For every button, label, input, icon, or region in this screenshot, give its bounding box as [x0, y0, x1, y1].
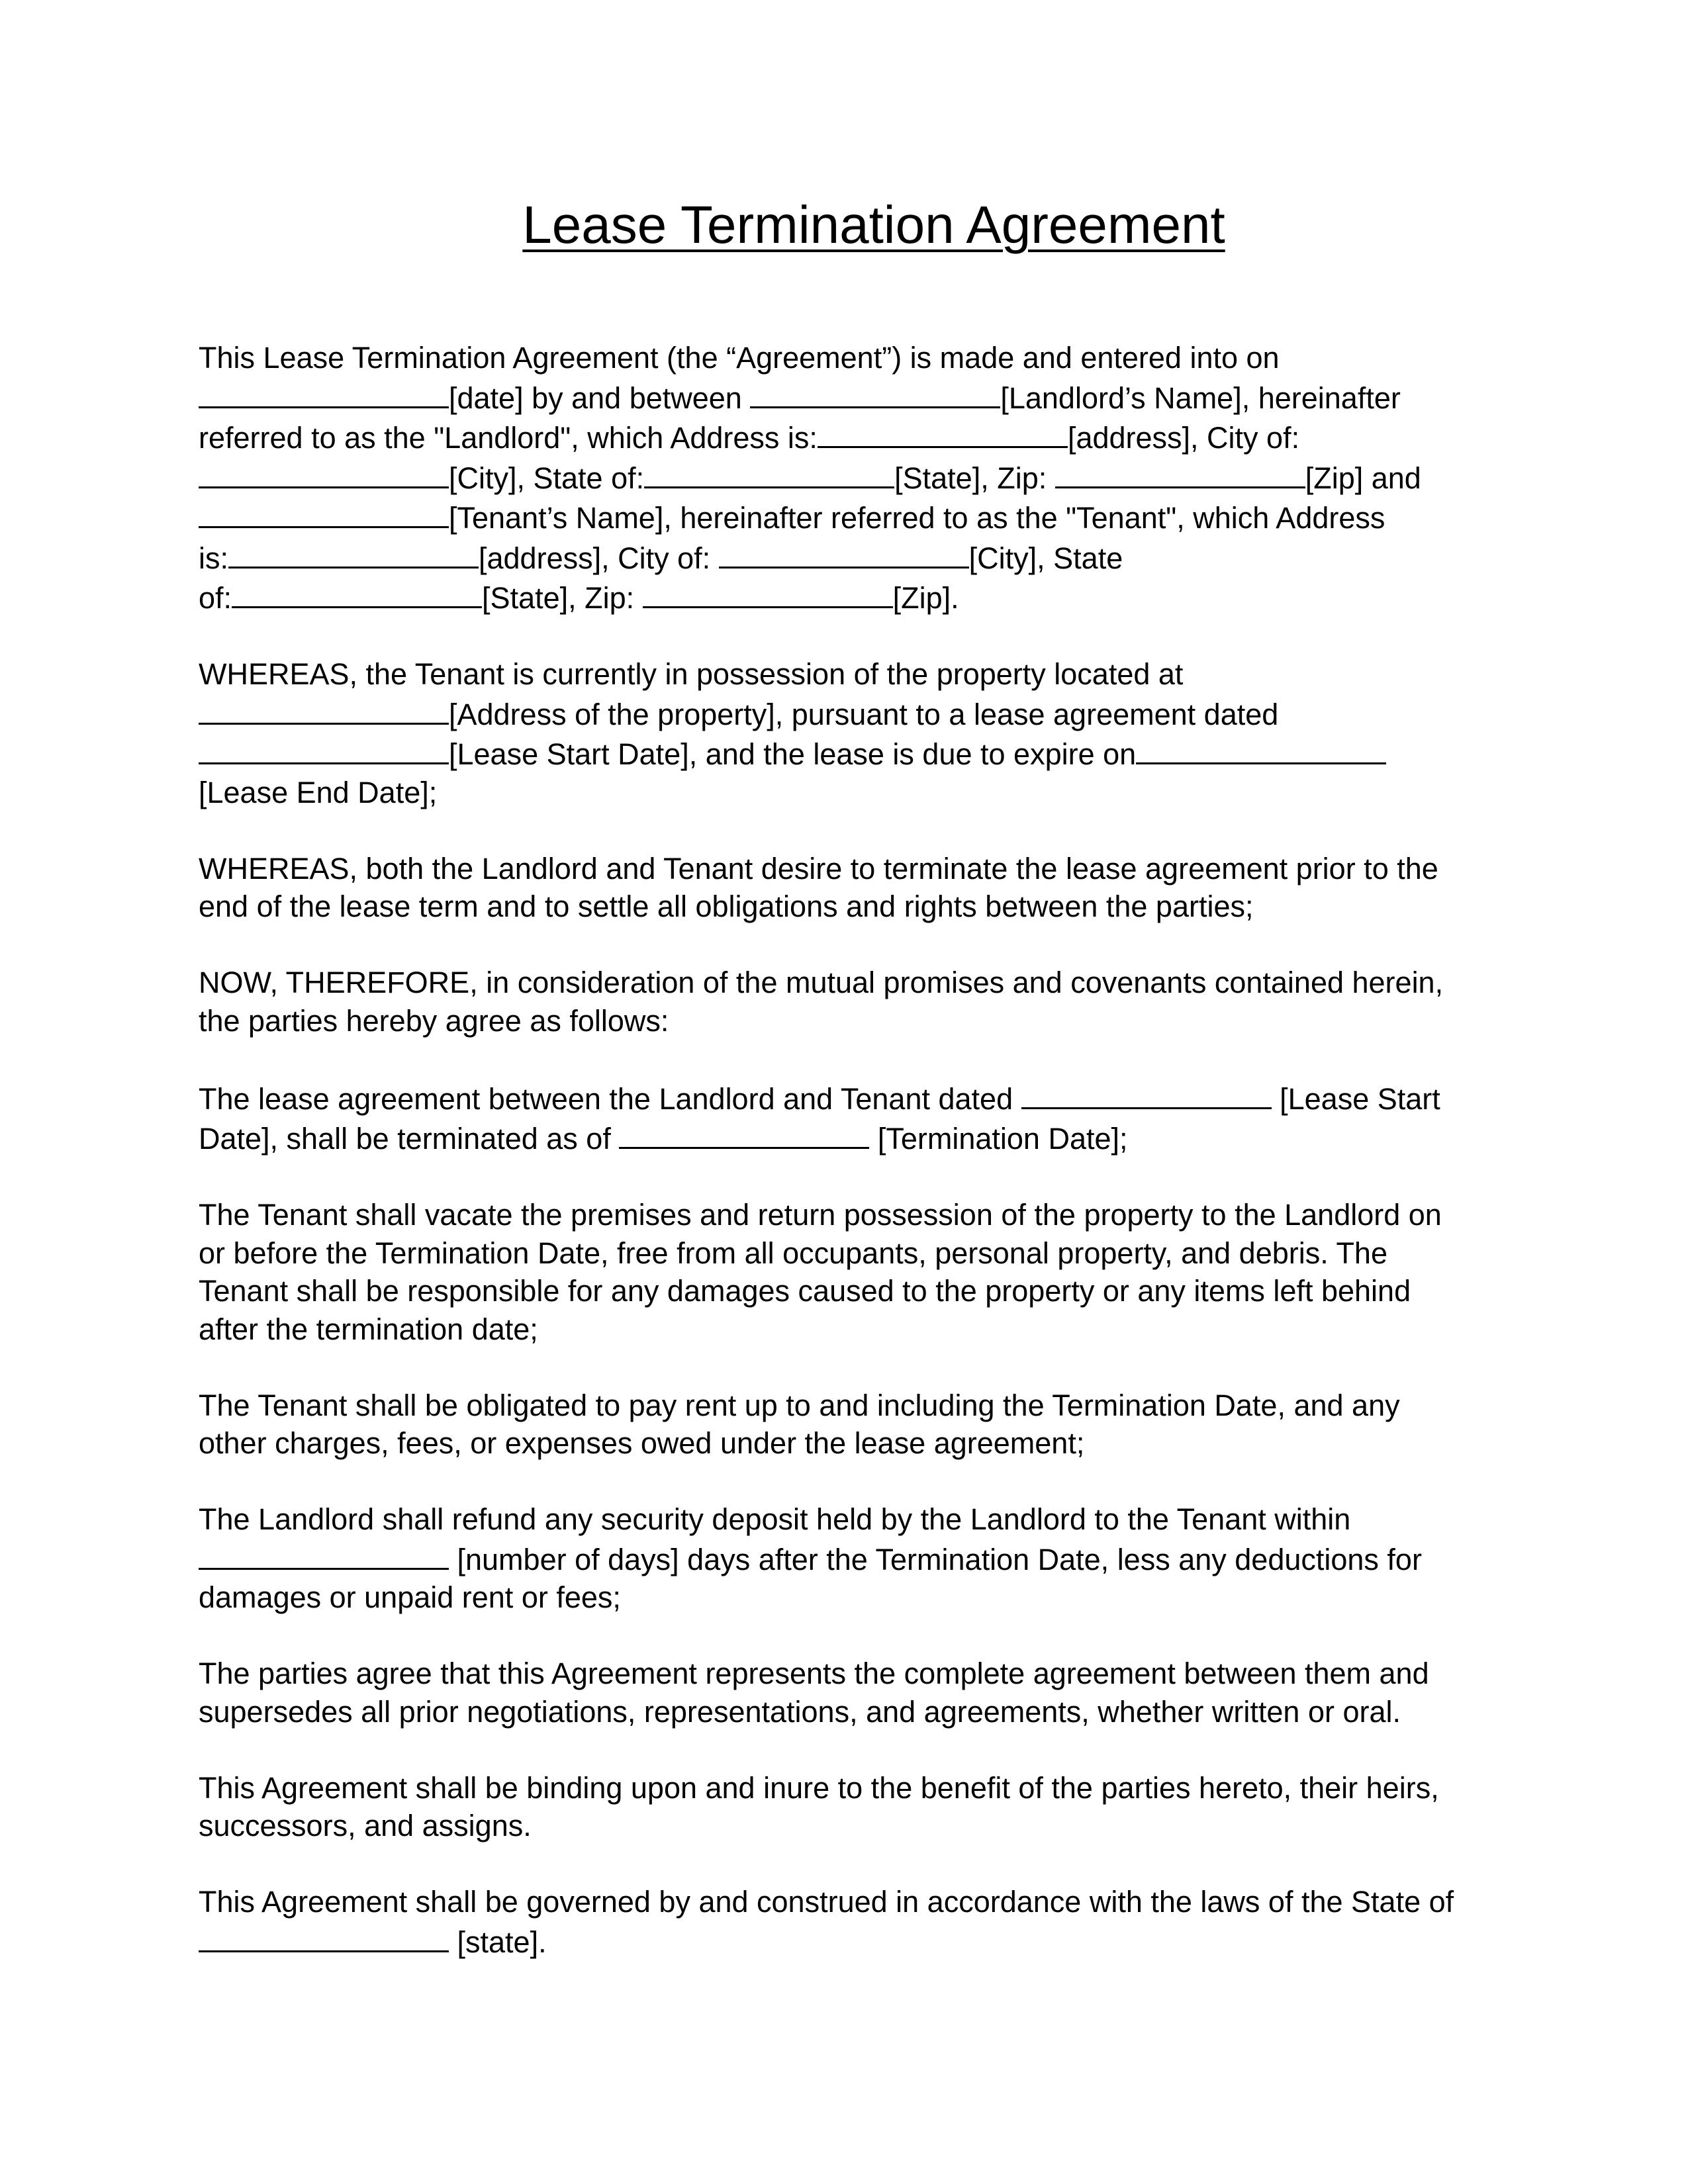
text-line — [199, 457, 1496, 498]
text-segment: [date] by and between — [449, 381, 751, 415]
text-segment: supersedes all prior negotiations, representations, and agreements, whether written or oral. — [199, 1694, 1401, 1729]
text-segment: of: — [199, 581, 232, 615]
text-segment: [Lease End Date]; — [199, 775, 438, 809]
text-segment: [Address of the property], pursuant to a lease agreement dated — [449, 697, 1279, 731]
fill-in-blank[interactable] — [719, 537, 969, 569]
document-body — [199, 339, 1496, 1961]
text-line — [199, 850, 1496, 888]
text-segment: This Agreement shall be governed by and construed in accordance with the laws of the State of — [199, 1885, 1454, 1919]
text-segment: the parties hereby agree as follows: — [199, 1003, 669, 1038]
fill-in-blank[interactable] — [1055, 457, 1305, 488]
text-segment: [address], City of: — [1067, 421, 1300, 455]
text-line — [199, 1002, 1496, 1040]
paragraph-intro — [199, 339, 1496, 617]
text-line — [199, 1769, 1496, 1807]
text-line — [199, 964, 1496, 1002]
paragraph-entire-agreement — [199, 1655, 1496, 1731]
text-line — [199, 774, 1496, 812]
text-line — [199, 537, 1496, 578]
paragraph-deposit — [199, 1500, 1496, 1617]
fill-in-blank[interactable] — [750, 377, 1000, 408]
text-segment: successors, and assigns. — [199, 1809, 532, 1843]
text-segment: WHEREAS, both the Landlord and Tenant desire to terminate the lease agreement prior to the — [199, 851, 1438, 886]
text-segment: [state]. — [449, 1925, 547, 1959]
fill-in-blank[interactable] — [199, 497, 449, 528]
text-segment: The lease agreement between the Landlord and Tenant dated — [199, 1081, 1021, 1116]
text-segment: [number of days] days after the Termination Date, less any deductions for — [449, 1542, 1422, 1576]
text-line — [199, 497, 1496, 537]
text-segment: The Landlord shall refund any security deposit held by the Landlord to the Tenant within — [199, 1502, 1351, 1536]
paragraph-now-therefore — [199, 964, 1496, 1040]
fill-in-blank[interactable] — [1136, 733, 1386, 764]
text-segment: or before the Termination Date, free from all occupants, personal property, and debris. The — [199, 1236, 1387, 1270]
fill-in-blank[interactable] — [818, 417, 1068, 448]
text-segment: [City], State of: — [449, 461, 645, 495]
text-line — [199, 887, 1496, 926]
text-segment: Tenant shall be responsible for any damages caused to the property or any items left behind — [199, 1274, 1411, 1308]
text-line — [199, 1693, 1496, 1731]
text-segment: [address], City of: — [479, 541, 719, 575]
paragraph-governing-law — [199, 1883, 1496, 1961]
text-line — [199, 1883, 1496, 1921]
text-segment: end of the lease term and to settle all obligations and rights between the parties; — [199, 889, 1254, 923]
fill-in-blank[interactable] — [643, 577, 893, 608]
text-line — [199, 1500, 1496, 1539]
text-segment: [State], Zip: — [894, 461, 1055, 495]
document-page — [199, 192, 1496, 1999]
text-segment: Date], shall be terminated as of — [199, 1122, 620, 1156]
text-segment: after the termination date; — [199, 1312, 538, 1346]
text-line — [199, 1118, 1496, 1158]
text-segment: This Lease Termination Agreement (the “Agreement”) is made and entered into on — [199, 341, 1280, 375]
text-line — [199, 577, 1496, 617]
text-segment: WHEREAS, the Tenant is currently in possession of the property located at — [199, 657, 1184, 691]
text-line — [199, 733, 1496, 774]
text-segment: The parties agree that this Agreement represents the complete agreement between them and — [199, 1657, 1429, 1690]
text-line — [199, 417, 1496, 457]
text-line — [199, 655, 1496, 694]
fill-in-blank[interactable] — [199, 457, 449, 488]
paragraph-whereas-possession — [199, 655, 1496, 811]
text-line — [199, 1807, 1496, 1845]
fill-in-blank[interactable] — [228, 537, 479, 569]
paragraph-binding — [199, 1769, 1496, 1845]
text-line — [199, 1539, 1496, 1579]
text-line — [199, 1234, 1496, 1273]
text-segment: [Termination Date]; — [869, 1122, 1128, 1156]
text-line — [199, 1578, 1496, 1617]
paragraph-termination-date — [199, 1078, 1496, 1158]
text-line — [199, 1196, 1496, 1234]
fill-in-blank[interactable] — [644, 457, 894, 488]
text-line — [199, 1078, 1496, 1118]
text-line — [199, 1310, 1496, 1349]
text-segment: [Lease Start — [1271, 1081, 1440, 1116]
text-segment: [Zip] and — [1305, 461, 1421, 495]
text-segment: The Tenant shall vacate the premises and return possession of the property to the Landlord on — [199, 1198, 1442, 1232]
fill-in-blank[interactable] — [199, 1921, 449, 1952]
text-segment: referred to as the "Landlord", which Address is: — [199, 421, 818, 455]
text-line — [199, 1921, 1496, 1962]
text-segment: [City], State — [968, 541, 1123, 575]
text-line — [199, 1387, 1496, 1425]
text-segment: [Lease Start Date], and the lease is due to expire on — [449, 737, 1137, 771]
text-segment: other charges, fees, or expenses owed under the lease agreement; — [199, 1426, 1085, 1460]
text-segment: [Zip]. — [892, 581, 959, 615]
fill-in-blank[interactable] — [1021, 1078, 1272, 1109]
text-line — [199, 1655, 1496, 1693]
text-line — [199, 339, 1496, 377]
fill-in-blank[interactable] — [232, 577, 482, 608]
paragraph-rent — [199, 1387, 1496, 1463]
text-segment: is: — [199, 541, 228, 575]
text-line — [199, 1424, 1496, 1463]
fill-in-blank[interactable] — [199, 733, 449, 764]
paragraph-whereas-terminate — [199, 850, 1496, 926]
text-line — [199, 377, 1496, 418]
document-title: Lease Termination Agreement — [522, 195, 1225, 254]
fill-in-blank[interactable] — [199, 694, 449, 725]
text-segment: [Tenant’s Name], hereinafter referred to as the "Tenant", which Address — [449, 501, 1385, 535]
text-line — [199, 694, 1496, 734]
text-segment: [State], Zip: — [482, 581, 643, 615]
text-line — [199, 1272, 1496, 1310]
text-segment: This Agreement shall be binding upon and inure to the benefit of the parties hereto, their heirs, — [199, 1770, 1439, 1805]
fill-in-blank[interactable] — [199, 1539, 449, 1570]
fill-in-blank[interactable] — [199, 377, 449, 408]
text-segment: NOW, THEREFORE, in consideration of the mutual promises and covenants contained herein, — [199, 966, 1444, 999]
text-segment: The Tenant shall be obligated to pay rent up to and including the Termination Date, and any — [199, 1388, 1400, 1422]
fill-in-blank[interactable] — [619, 1118, 869, 1149]
text-segment: [Landlord’s Name], hereinafter — [1000, 381, 1401, 415]
text-segment: damages or unpaid rent or fees; — [199, 1580, 621, 1614]
paragraph-vacate — [199, 1196, 1496, 1348]
